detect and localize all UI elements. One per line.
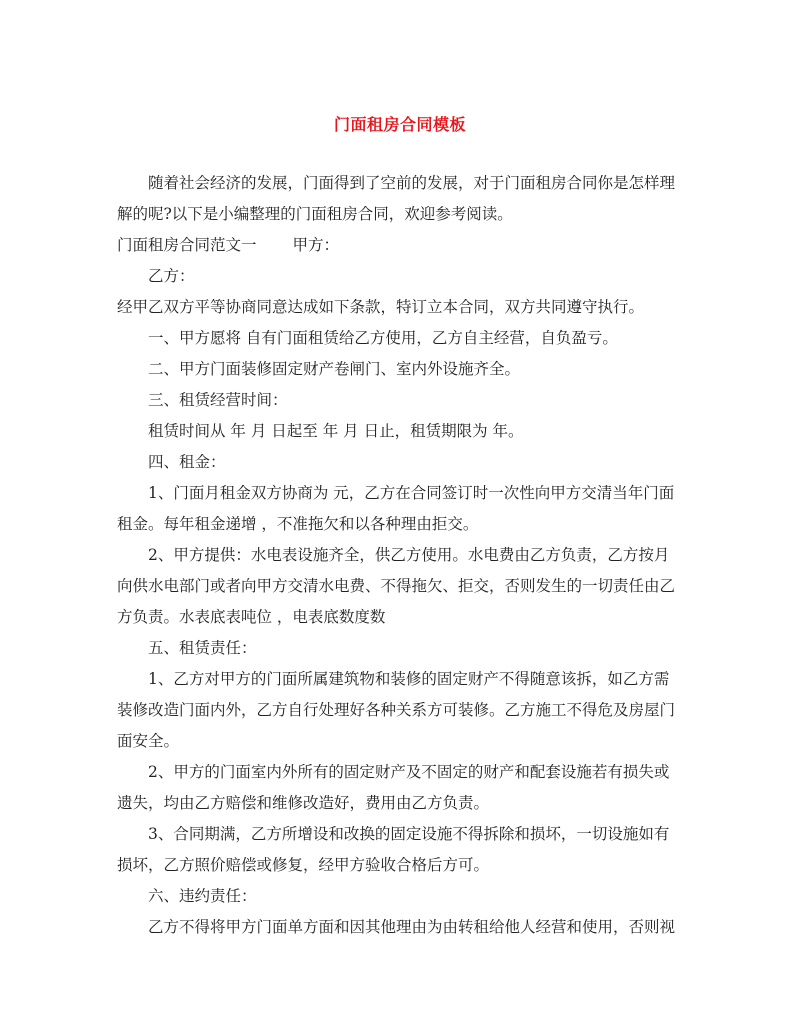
clause-5-1 bbox=[117, 664, 687, 757]
agreement-text: 经甲乙双方平等协商同意达成如下条款，特订立本合同，双方共同遵守执行。 bbox=[117, 298, 645, 316]
section-heading: 门面租房合同范文一 bbox=[117, 236, 257, 254]
clause-4-1-line-1: 1、门面月租金双方协商为 元，乙方在合同签订时一次性向甲方交清当年门面 bbox=[148, 484, 675, 502]
clause-3-heading-text: 三、租赁经营时间： bbox=[148, 391, 288, 409]
clause-5-heading-text: 五、租赁责任： bbox=[148, 639, 257, 657]
clause-5-1-line-3: 面安全。 bbox=[117, 732, 180, 750]
clause-5-3-line-1: 3、合同期满，乙方所增设和改换的固定设施不得拆除和损坏，一切设施如有 bbox=[148, 825, 670, 843]
clause-3-heading bbox=[117, 385, 687, 416]
party-a-label: 甲方： bbox=[292, 236, 340, 254]
clause-4-1 bbox=[117, 478, 687, 540]
party-b-paragraph bbox=[117, 261, 687, 292]
intro-line-1: 随着社会经济的发展，门面得到了空前的发展，对于门面租房合同你是怎样理 bbox=[148, 174, 676, 192]
clause-4-2-line-3: 方负责。水表底表吨位 ，电表底数度数 bbox=[117, 608, 386, 626]
clause-1-text: 一、甲方愿将 自有门面租赁给乙方使用，乙方自主经营，自负盈亏。 bbox=[148, 329, 618, 347]
clause-5-2 bbox=[117, 757, 687, 819]
document-title: 门面租房合同模板 bbox=[333, 115, 466, 134]
clause-4-2 bbox=[117, 540, 687, 633]
intro-paragraph bbox=[117, 168, 687, 230]
clause-3-body bbox=[117, 416, 687, 447]
clause-4-1-line-2: 租金。每年租金递增 ，不准拖欠和以各种理由拒交。 bbox=[117, 515, 479, 533]
clause-5-2-line-2: 遗失，均由乙方赔偿和维修改造好，费用由乙方负责。 bbox=[117, 794, 490, 812]
clause-4-2-line-1: 2、甲方提供：水电表设施齐全，供乙方使用。水电费由乙方负责，乙方按月 bbox=[148, 546, 670, 564]
clause-5-heading bbox=[117, 633, 687, 664]
clause-2-text: 二、甲方门面装修固定财产卷闸门、室内外设施齐全。 bbox=[148, 360, 521, 378]
clause-4-heading-text: 四、租金： bbox=[148, 453, 226, 471]
clause-3-body-text: 租赁时间从 年 月 日起至 年 月 日止，租赁期限为 年。 bbox=[148, 422, 524, 440]
clause-5-1-line-1: 1、乙方对甲方的门面所属建筑物和装修的固定财产不得随意该拆，如乙方需 bbox=[148, 670, 670, 688]
clause-5-3-line-2: 损坏，乙方照价赔偿或修复，经甲方验收合格后方可。 bbox=[117, 856, 490, 874]
clause-5-2-line-1: 2、甲方的门面室内外所有的固定财产及不固定的财产和配套设施若有损失或 bbox=[148, 763, 670, 781]
clause-6-body bbox=[117, 912, 687, 943]
agreement-paragraph bbox=[117, 292, 687, 323]
clause-4-heading bbox=[117, 447, 687, 478]
clause-6-heading bbox=[117, 881, 687, 912]
clause-4-2-line-2: 向供水电部门或者向甲方交清水电费、不得拖欠、拒交，否则发生的一切责任由乙 bbox=[117, 577, 676, 595]
clause-1 bbox=[117, 323, 687, 354]
clause-2 bbox=[117, 354, 687, 385]
clause-5-3 bbox=[117, 819, 687, 881]
section-heading-row bbox=[117, 230, 687, 261]
clause-6-heading-text: 六、违约责任： bbox=[148, 887, 257, 905]
clause-5-1-line-2: 装修改造门面内外，乙方自行处理好各种关系方可装修。乙方施工不得危及房屋门 bbox=[117, 701, 676, 719]
intro-line-2: 解的呢?以下是小编整理的门面租房合同，欢迎参考阅读。 bbox=[117, 205, 513, 223]
party-b-label: 乙方： bbox=[148, 267, 195, 285]
clause-6-body-text: 乙方不得将甲方门面单方面和因其他理由为由转租给他人经营和使用，否则视 bbox=[148, 918, 676, 936]
